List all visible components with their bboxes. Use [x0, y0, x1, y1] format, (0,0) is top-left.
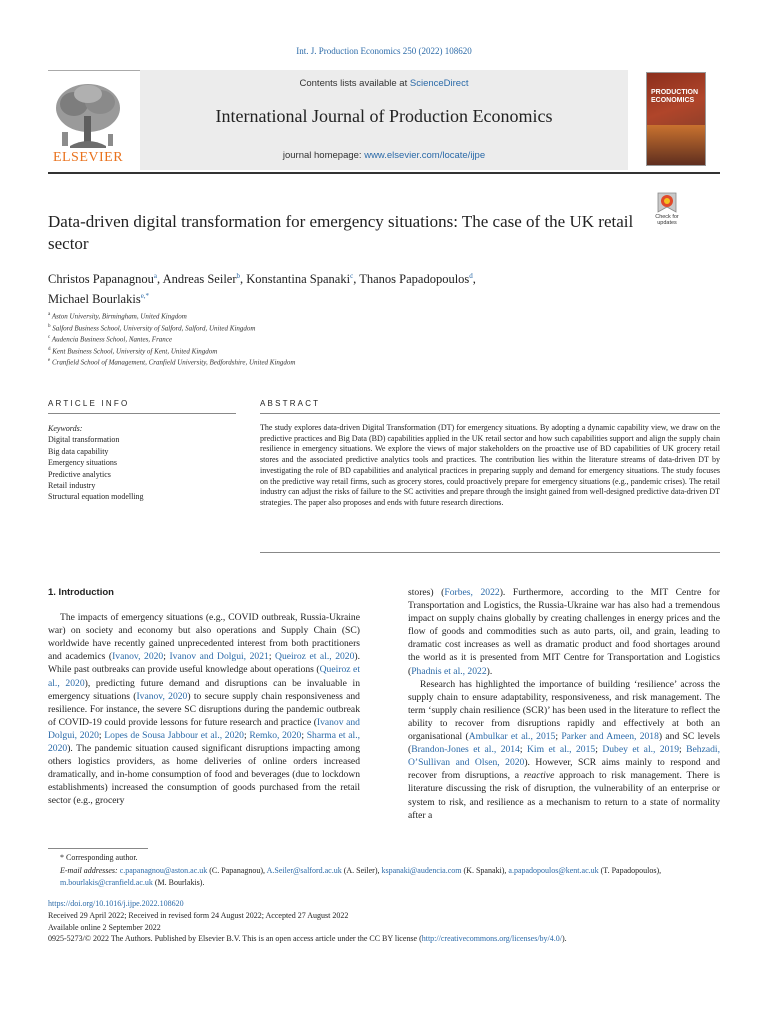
- email-link[interactable]: a.papadopoulos@kent.ac.uk: [508, 865, 599, 875]
- affiliations: [48, 310, 648, 368]
- section-title: 1. Introduction: [48, 587, 114, 598]
- publication-info: [48, 898, 720, 945]
- body-text: ).: [486, 665, 493, 677]
- email-link[interactable]: c.papanagnou@aston.ac.uk: [119, 865, 208, 875]
- citation-link[interactable]: Remko, 2020: [249, 729, 302, 741]
- citation-link[interactable]: Brandon-Jones et al., 2014: [411, 744, 520, 756]
- citation-link[interactable]: Queiroz et al., 2020: [275, 651, 355, 663]
- footnotes: [48, 852, 720, 890]
- keywords-label: Keywords:: [48, 424, 83, 433]
- check-for-updates-icon: [650, 190, 684, 216]
- body-text: ), predicting future demand and disruptions can be invaluable in emergency situations (: [48, 677, 361, 702]
- cover-title: PRODUCTION ECONOMICS: [651, 89, 699, 104]
- body-text: ;: [595, 744, 603, 756]
- doi-link[interactable]: https://doi.org/10.1016/j.ijpe.2022.108620: [48, 899, 184, 908]
- intro-paragraph-2: [408, 678, 720, 822]
- citation-link[interactable]: Ambulkar et al., 2015: [468, 731, 556, 743]
- author[interactable]: Michael Bourlakis$^{e,*}$: [48, 292, 150, 307]
- masthead-banner: [140, 70, 628, 170]
- citation-link[interactable]: Phadnis et al., 2022: [411, 665, 487, 677]
- license-line: 0925-5273/© 2022 The Authors. Published by Elsevier B.V. This is an open access article under the CC BY license (http://creativecommons.org/licenses/by/4.0/).: [48, 934, 567, 944]
- running-head: Int. J. Production Economics 250 (2022) 108620: [296, 46, 472, 56]
- body-text: ;: [98, 729, 105, 741]
- journal-masthead: [48, 70, 720, 174]
- body-text: ;: [163, 651, 170, 663]
- citation-link[interactable]: Ivanov and Dolgui, 2021: [169, 651, 269, 663]
- affiliation: $^e$ Cranfield School of Management, Cranfield University, Bedfordshire, United Kingdom: [48, 358, 296, 367]
- citation-link[interactable]: Behzadi, O’Sullivan and Olsen, 2020: [408, 744, 720, 769]
- body-text: ). However, SCR aims mainly to respond and recover from disruptions, a: [408, 757, 720, 782]
- affiliation: $^d$ Kent Business School, University of Kent, United Kingdom: [48, 346, 218, 355]
- journal-homepage-link[interactable]: www.elsevier.com/locate/ijpe: [364, 150, 486, 161]
- affiliation: $^c$ Audencia Business School, Nantes, France: [48, 335, 173, 344]
- author-list: Christos Papanagnou$^a$, Andreas Seiler$^b$, Konstantina Spanaki$^c$, Thanos Papadopoulos$^d$, Michael Bourlakis$^{e,*}$: [48, 272, 476, 307]
- body-text: ;: [555, 731, 562, 743]
- emphasis-text: reactive: [523, 770, 555, 782]
- check-for-updates-button[interactable]: [650, 190, 684, 230]
- body-text: ;: [301, 729, 307, 741]
- author[interactable]: Konstantina Spanaki$^c$: [246, 272, 354, 287]
- contents-line: [140, 78, 628, 89]
- article-title: Data-driven digital transformation for emergency situations: The case of the UK retail sector: [48, 212, 634, 253]
- keyword: Big data capability: [48, 446, 109, 456]
- keyword: Predictive analytics: [48, 469, 111, 479]
- sciencedirect-link[interactable]: ScienceDirect: [409, 78, 469, 89]
- citation-link[interactable]: Lopes de Sousa Jabbour et al., 2020: [104, 729, 244, 741]
- email-link[interactable]: A.Seiler@salford.ac.uk: [266, 865, 342, 875]
- citation-link[interactable]: Parker and Ameen, 2018: [561, 731, 659, 743]
- license-link[interactable]: http://creativecommons.org/licenses/by/4.0/: [421, 934, 563, 944]
- body-text: approach to risk management. There is literature discussing the risk of disruption, the vulnerability of an enterprise or system to risk, and resilience as a mechanism to return to a state of normality after a: [408, 770, 720, 821]
- journal-title: International Journal of Production Economics: [215, 106, 553, 126]
- elsevier-wordmark: ELSEVIER: [52, 150, 124, 165]
- affiliation: $^b$ Salford Business School, University of Salford, Salford, United Kingdom: [48, 323, 256, 332]
- abstract-heading: ABSTRACT: [260, 399, 321, 408]
- body-text: ) to secure supply chain responsiveness and resilience. For instance, the severe SC disruptions during the pandemic outbreak of COVID-19 could provide lessons for future research and practice (: [48, 690, 360, 728]
- intro-paragraph-1-cont: [408, 586, 720, 678]
- author[interactable]: Thanos Papadopoulos$^d$: [359, 272, 473, 287]
- body-text: ). While past outbreaks can provide useful knowledge about operations (: [48, 651, 360, 676]
- check-for-updates-label: Check for updates: [655, 214, 679, 226]
- author[interactable]: Christos Papanagnou$^a$: [48, 272, 158, 287]
- abstract-bottom-rule: [260, 552, 720, 553]
- body-text: ;: [519, 744, 527, 756]
- available-online-date: Available online 2 September 2022: [48, 922, 161, 932]
- body-text: ) and SC levels (: [408, 731, 720, 756]
- citation-link[interactable]: Sharma et al., 2020: [48, 729, 360, 755]
- keywords-list: [48, 423, 238, 503]
- keyword: Emergency situations: [48, 458, 117, 468]
- body-text: stores) (: [408, 587, 445, 598]
- body-column-left: [48, 586, 360, 808]
- body-text: ;: [268, 651, 276, 663]
- citation-link[interactable]: Ivanov, 2020: [136, 690, 188, 702]
- body-text: ). The pandemic situation caused significant disruptions impacting among others logistics providers, as home deliveries of online orders increased dramatically, and in-home consumption of food and beverages (due to lockdown establishments) increased the consumption of goods purchased from the retail sector (e.g., grocery: [48, 743, 360, 807]
- article-info-heading: ARTICLE INFO: [48, 399, 130, 408]
- email-addresses: E-mail addresses: c.papanagnou@aston.ac.uk (C. Papanagnou), A.Seiler@salford.ac.uk (A. Seiler), kspanaki@audencia.com (K. Spanaki), a.papadopoulos@kent.ac.uk (T. Papadopoulos), m.bourlakis@cranfield.ac.uk (M. Bourlakis).: [60, 865, 662, 888]
- keyword: Digital transformation: [48, 435, 120, 445]
- body-column-right: [408, 586, 720, 822]
- keyword: Retail industry: [48, 481, 96, 491]
- affiliation: $^a$ Aston University, Birmingham, United Kingdom: [48, 312, 187, 321]
- citation-link[interactable]: Forbes, 2022: [444, 587, 500, 598]
- footnote-rule: [48, 848, 148, 849]
- body-text: ;: [243, 729, 250, 741]
- body-text: Research has highlighted the importance of building ‘resilience’ across the supply chain to ensure adaptability, responsiveness, and risk management. The term ‘supply chain resilience (SCR)’ has been used in the literature to reflect the ability to recover from disruptions rapidly and effectively at both an organisational (: [408, 678, 720, 743]
- corresponding-author-note: * Corresponding author.: [60, 853, 138, 862]
- author[interactable]: Andreas Seiler$^b$: [162, 272, 241, 287]
- received-dates: Received 29 April 2022; Received in revised form 24 August 2022; Accepted 27 August 2022: [48, 910, 349, 920]
- homepage-prefix: journal homepage:: [282, 150, 365, 161]
- intro-paragraph-1: [48, 611, 360, 807]
- body-text: ;: [679, 744, 687, 756]
- citation-link[interactable]: Dubey et al., 2019: [602, 744, 680, 756]
- homepage-line: [140, 150, 628, 161]
- abstract-rule: [260, 413, 720, 414]
- body-text: The impacts of emergency situations (e.g., COVID outbreak, Russia-Ukraine war) on society and economy but also operations and Supply Chain (SC) worldwide have recently gained unprecedented interest from both practitioners and academics (: [48, 612, 360, 663]
- citation-link[interactable]: Ivanov, 2020: [112, 651, 164, 663]
- citation-link[interactable]: Ivanov and Dolgui, 2020: [48, 716, 360, 741]
- article-info-rule: [48, 413, 236, 414]
- keyword: Structural equation modelling: [48, 492, 144, 502]
- email-link[interactable]: m.bourlakis@cranfield.ac.uk: [60, 878, 153, 888]
- body-text: ). Furthermore, according to the MIT Centre for Transportation and Logistics, the Russia-Ukraine war has also had a tremendous impact on supply chains globally by creating challenges in energy prices and the flow of goods and commodities such as auto parts, oil, and grain, leading to dramatic cost increases as well as dramatic product and food shortages around the world as it is presented from MIT Centre for Transportation and Logistics (: [408, 587, 720, 677]
- contents-prefix: Contents lists available at: [299, 78, 410, 89]
- masthead-bottom-rule: [48, 172, 720, 174]
- cover-image-band: [647, 125, 705, 166]
- journal-cover-thumbnail: [646, 72, 706, 166]
- abstract-text: The study explores data-driven Digital Transformation (DT) for emergency situations. By adopting a dynamic capability view, we draw on the predictive practices and Big Data (BD) capabilities applied in the UK retail sector and how such capabilities support and align the supply chain resilience in emergency situations. We explore the views of major stakeholders on the proactive use of BD capabilities of UK grocery retail stores and the associated predictive analytics tools and practices. The contribution lies within the literature streams of data-driven DT by investigating the role of BD capabilities and analytical practices in preparing supply and demand for emergency situations. The study focuses on the predictive way retail firms, such as grocery stores, could proactively prepare for emergency situations (e.g., pandemic crises). The retail industry can adjust the risks of failure to the SC activities and prepare through the insight gained from well-designed predictive data-driven DT strategies. The paper also proposes and ends with future research directions.: [260, 423, 720, 507]
- email-link[interactable]: kspanaki@audencia.com: [381, 865, 462, 875]
- citation-link[interactable]: Kim et al., 2015: [527, 744, 596, 756]
- citation-link[interactable]: Queiroz et al., 2020: [48, 664, 360, 689]
